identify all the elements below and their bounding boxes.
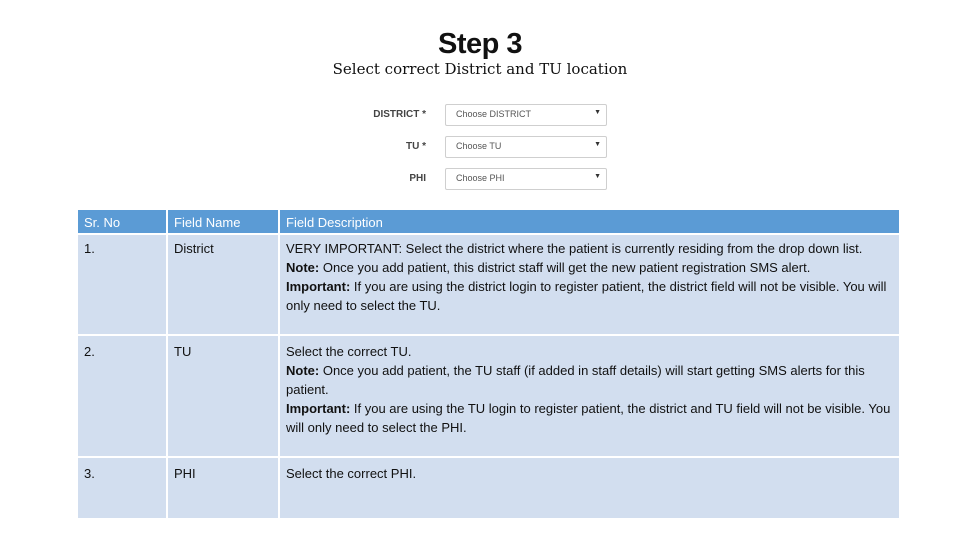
page-subtitle: Select correct District and TU location bbox=[332, 60, 628, 78]
table-row bbox=[77, 335, 900, 457]
description-text: Select the correct PHI. bbox=[286, 466, 417, 481]
header-sr-no: Sr. No bbox=[77, 209, 167, 234]
note-text: Once you add patient, the TU staff (if added in staff details) will start getting SMS alerts for this patient. bbox=[286, 363, 865, 397]
district-row bbox=[360, 104, 612, 128]
row-field-name: PHI bbox=[167, 457, 279, 519]
important-line bbox=[286, 277, 893, 315]
district-label: DISTRICT * bbox=[373, 109, 426, 120]
description-text: Select the correct TU. bbox=[286, 344, 412, 359]
note-label: Note: bbox=[286, 363, 320, 378]
tu-select[interactable] bbox=[445, 136, 607, 158]
important-label: Important: bbox=[286, 401, 351, 416]
note-text: Once you add patient, this district staff will get the new patient registration SMS alert. bbox=[319, 260, 811, 275]
table-header-row bbox=[77, 209, 900, 234]
phi-select[interactable] bbox=[445, 168, 607, 190]
row-number: 1. bbox=[77, 234, 167, 335]
row-description bbox=[279, 234, 900, 335]
location-form bbox=[360, 100, 612, 192]
chevron-down-icon: ▼ bbox=[594, 109, 601, 116]
tu-label: TU * bbox=[406, 141, 426, 152]
phi-label: PHI bbox=[409, 173, 426, 184]
tu-row bbox=[360, 136, 612, 160]
table-row bbox=[77, 234, 900, 335]
row-number: 3. bbox=[77, 457, 167, 519]
page-title: Step 3 bbox=[437, 28, 523, 60]
header-field-name: Field Name bbox=[167, 209, 279, 234]
phi-row bbox=[360, 168, 612, 192]
important-text: If you are using the TU login to register patient, the district and TU field will not be visible. You will only need to select the PHI. bbox=[286, 401, 891, 435]
chevron-down-icon: ▼ bbox=[594, 173, 601, 180]
row-field-name: District bbox=[167, 234, 279, 335]
table-row bbox=[77, 457, 900, 519]
tu-placeholder: Choose TU bbox=[456, 141, 502, 151]
note-label: Note: bbox=[286, 260, 320, 275]
phi-placeholder: Choose PHI bbox=[456, 173, 505, 183]
row-description bbox=[279, 457, 900, 519]
important-label: Important: bbox=[286, 279, 351, 294]
header-field-description: Field Description bbox=[279, 209, 900, 234]
field-description-table bbox=[76, 208, 901, 520]
row-description bbox=[279, 335, 900, 457]
note-line bbox=[286, 361, 893, 399]
chevron-down-icon: ▼ bbox=[594, 141, 601, 148]
important-line bbox=[286, 399, 893, 437]
row-number: 2. bbox=[77, 335, 167, 457]
row-field-name: TU bbox=[167, 335, 279, 457]
district-placeholder: Choose DISTRICT bbox=[456, 109, 532, 119]
note-line bbox=[286, 258, 893, 277]
important-text: If you are using the district login to register patient, the district field will not be visible. You will only need to select the TU. bbox=[286, 279, 887, 313]
district-select[interactable] bbox=[445, 104, 607, 126]
description-text: VERY IMPORTANT: Select the district where the patient is currently residing from the drop down list. bbox=[286, 241, 863, 256]
